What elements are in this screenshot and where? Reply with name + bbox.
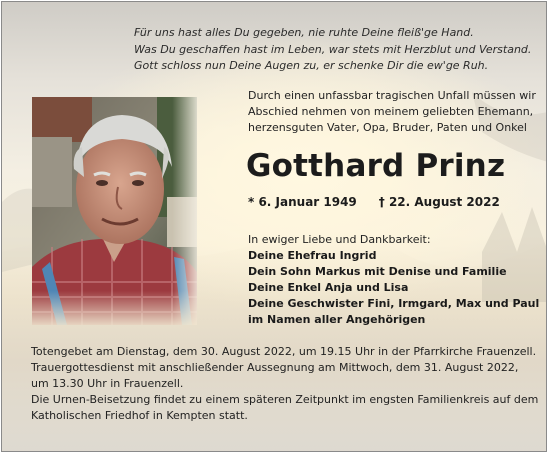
intro-line: herzensguten Vater, Opa, Bruder, Paten und Onkel (248, 121, 527, 134)
mourners-heading: In ewiger Liebe und Dankbarkeit: (248, 233, 431, 246)
service-details (31, 344, 541, 424)
mourner-line: Deine Geschwister Fini, Irmgard, Max und Paul (248, 297, 540, 310)
mourner-line: im Namen aller Angehörigen (248, 313, 426, 326)
life-dates (248, 195, 522, 209)
obituary-card (1, 1, 547, 452)
verse-line: Für uns hast alles Du gegeben, nie ruhte Deine fleiß'ge Hand. (134, 26, 474, 39)
portrait-image (32, 97, 197, 325)
verse-line: Was Du geschaffen hast im Leben, war stets mit Herzblut und Verstand. (134, 42, 532, 56)
detail-line: Katholischen Friedhof in Kempten statt. (31, 409, 248, 422)
mourner-line: Deine Ehefrau Ingrid (248, 249, 377, 262)
mourner-line: Deine Enkel Anja und Lisa (248, 281, 409, 294)
intro-line: Durch einen unfassbar tragischen Unfall müssen wir (248, 89, 536, 102)
mourners-list (248, 232, 547, 328)
verse-line: Gott schloss nun Deine Augen zu, er schenke Dir die ew'ge Ruh. (134, 59, 489, 72)
deceased-name: Gotthard Prinz (246, 148, 506, 184)
intro-text (248, 88, 538, 136)
intro-line: Abschied nehmen von meinem geliebten Ehemann, (248, 105, 534, 118)
detail-line: Die Urnen-Beisetzung findet zu einem späteren Zeitpunkt im engsten Familienkreis auf dem (31, 393, 539, 406)
birth-date: * 6. Januar 1949 (248, 195, 357, 209)
detail-line: Trauergottesdienst mit anschließender Aussegnung am Mittwoch, dem 31. August 2022, (31, 361, 519, 374)
detail-line: Totengebet am Dienstag, dem 30. August 2022, um 19.15 Uhr in der Pfarrkirche Frauenzell. (31, 345, 537, 358)
mourner-line: Dein Sohn Markus mit Denise und Familie (248, 265, 507, 278)
memorial-verse (134, 25, 534, 75)
death-date: † 22. August 2022 (378, 195, 500, 209)
detail-line: um 13.30 Uhr in Frauenzell. (31, 377, 184, 390)
portrait-photo (32, 97, 197, 325)
